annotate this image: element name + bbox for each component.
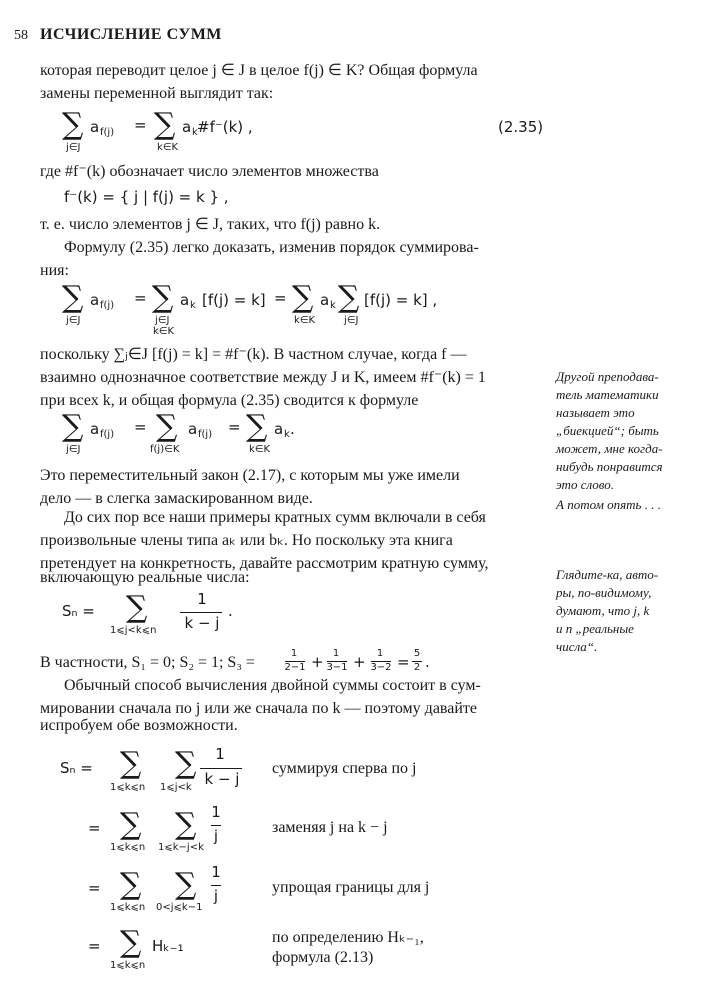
text-line: взаимно однозначное соответствие между J и K, имеем #f⁻(k) = 1	[40, 369, 486, 386]
margin-note-bijection: Другой преподава- тель математики называет это „биекцией“; быть может, мне когда- нибудь понравится это слово.	[556, 369, 663, 492]
derivation: Sₙ = ∑ 1⩽k⩽n ∑ 1⩽j<k 1 k − j суммируя сперва по j = ∑ 1⩽k⩽n ∑ 1⩽k−j<k 1 j заменяя j на k − j = ∑ 1⩽k⩽n ∑ 0<j⩽k−1 1 j упрощая границы для j = ∑ 1⩽k⩽n Hₖ₋₁ по определению Hₖ₋₁, формула (2.13)	[60, 745, 430, 971]
text-line: включающую реальные числа:	[40, 569, 250, 586]
text-line: дело — в слегка замаскированном виде.	[40, 490, 313, 507]
running-title: ИСЧИСЛЕНИЕ СУММ	[40, 26, 222, 43]
margin-note-real-numbers: Глядите-ка, авто- ры, по-видимому, думают, что j, k и n „реальные числа“.	[556, 567, 659, 654]
margin-note-again: А потом опять . . .	[556, 497, 661, 512]
text-line: которая переводит целое j ∈ J в целое f(j) ∈ K? Общая формула	[40, 62, 478, 79]
fraction-sum: 1 2−1 + 1 3−1 + 1 3−2 = 5 2 .	[284, 648, 430, 673]
sum-symbol: ∑	[62, 107, 84, 142]
text-line: претендует на конкретность, давайте рассмотрим кратную сумму,	[40, 555, 489, 572]
text-line: при всех k, и общая формула (2.35) сводится к формуле	[40, 392, 419, 409]
derivation-comment: по определению Hₖ₋₁,	[272, 929, 424, 946]
text-line: Формулу (2.35) легко доказать, изменив порядок суммирова-	[64, 239, 479, 256]
text-line: т. е. число элементов j ∈ J, таких, что f(j) равно k.	[40, 216, 381, 233]
derivation-comment: формула (2.13)	[272, 949, 374, 966]
text-line: Это переместительный закон (2.17), с которым мы уже имели	[40, 467, 460, 484]
equation-2-35: ∑ j∈J a f(j) = ∑ k∈K a k #f⁻(k) , (2.35)	[62, 107, 544, 153]
derivation-comment: упрощая границы для j	[272, 879, 430, 896]
text-line: поскольку ∑ⱼ∈J [f(j) = k] = #f⁻(k). В частном случае, когда f —	[40, 346, 467, 363]
equation-bijection: ∑ j∈J a f(j) = ∑ f(j)∈K a f(j) = ∑ k∈K a k .	[62, 409, 295, 455]
equation-sn-definition: Sₙ = ∑ 1⩽j<k⩽n 1 k − j .	[62, 590, 233, 636]
derivation-comment: суммируя сперва по j	[272, 760, 417, 777]
text-line: мировании сначала по j или же сначала по k — поэтому давайте	[40, 700, 478, 717]
equation-interchange: ∑ j∈J a f(j) = ∑ j∈J k∈K a k [f(j) = k] = ∑ k∈K a k ∑ j∈J [f(j) = k] ,	[62, 280, 438, 337]
text-line: Обычный способ вычисления двойной суммы состоит в сум-	[64, 677, 481, 694]
page-number: 58	[14, 28, 28, 43]
sum-symbol: ∑	[154, 107, 176, 142]
text-line: замены переменной выглядит так:	[40, 85, 274, 102]
text-line: До сих пор все наши примеры кратных сумм включали в себя	[64, 509, 486, 526]
equation-label: (2.35)	[498, 118, 544, 136]
text-line: произвольные члены типа aₖ или bₖ. Но поскольку эта книга	[40, 532, 453, 549]
text-line: В частности, S₁ = 0; S₂ = 1; S₃ =	[40, 654, 255, 671]
text-line: ния:	[40, 262, 69, 279]
derivation-comment: заменяя j на k − j	[272, 819, 388, 836]
text-line: где #f⁻(k) обозначает число элементов множества	[40, 163, 379, 180]
set-definition: f⁻(k) = { j | f(j) = k } ,	[64, 188, 229, 206]
text-line: испробуем обе возможности.	[40, 717, 238, 734]
